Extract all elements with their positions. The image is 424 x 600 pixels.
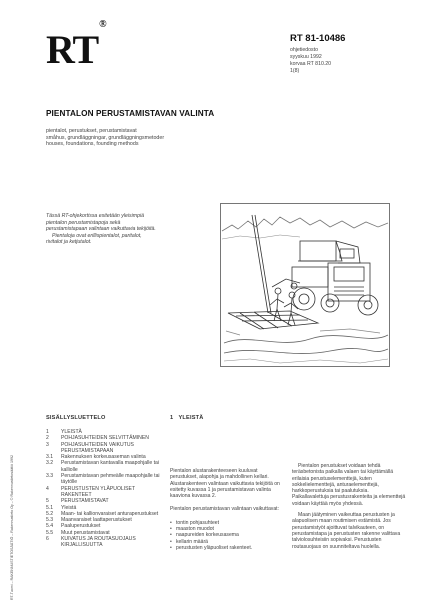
construction-illustration <box>220 203 390 367</box>
right-para-2: Maan jäätyminen vaikeuttaa perustusten ja alapuolisen maan routimisen estämistä. Jos perustamistyöt ajoittuvat talvikauteen, on perustamistapa ja perustusten rakenne valittava talviolosuhteisiin sopivaksi. Perustusten routasuojaus on suunniteltava huolella. <box>292 512 401 550</box>
toc-item: 5 PERUSTAMISTAVAT <box>46 498 109 505</box>
right-para-1: Pientalon perustukset voidaan tehdä teräsbetonista paikalla valaen tai käyttämällä erilaisia perustuselementtejä, kuten sokkelielementtejä, anturaelementtejä, harkkoperustuksia tai paalutuksia. Paikallavalettuja perustusrakenteita ja elementtejä voidaan käyttää myös yhdessä. <box>292 463 406 507</box>
toc-item: 3.2 Perustamistavan kantavalla maapohjalle tai kalliolle <box>46 460 159 473</box>
keywords-en: houses, foundations, founding methods <box>46 141 139 147</box>
section-1-para-1: Pientalon alustarakenteeseen kuuluvat perustukset, alapohja ja mahdollinen kellari. Alustarakenteen valintaan vaikuttavia tekijöitä on esitetty kuvassa 1 ja perustamistavan valinta kaaviona kuvassa 2. <box>170 468 280 500</box>
toc-item: 2 POHJASUHTEIDEN SELVITTÄMINEN <box>46 435 149 442</box>
toc-heading: SISÄLLYSLUETTELO <box>46 415 106 421</box>
toc-item: 5.4 Paaluperustukset <box>46 523 101 530</box>
toc-item: 1 YLEISTÄ <box>46 429 82 435</box>
factor-list <box>170 520 280 551</box>
list-item: • tontin pohjasuhteet <box>170 520 280 526</box>
meta-date: syyskuu 1992 <box>290 54 322 60</box>
list-item: • perustusten yläpuoliset rakenteet. <box>170 545 280 551</box>
keywords-fi: pientalot, perustukset, perustamistavat <box>46 128 137 134</box>
section-1-para-2: Pientalon perustamistavan valintaan vaikuttavat: <box>170 506 280 513</box>
section-1-heading: 1 YLEISTÄ <box>170 415 204 421</box>
meta-replaces: korvaa RT 810.20 <box>290 61 332 67</box>
section-1-body <box>170 468 280 551</box>
toc-item: 4 PERUSTUSTEN YLÄPUOLISET RAKENTEET <box>46 485 135 498</box>
meta-type: ohjetiedosto <box>290 47 318 53</box>
table-of-contents <box>46 429 166 549</box>
intro-para-1: Tässä RT-ohjekortissa esitetään yleisimpiä pientalon perustamistapoja sekä perustamistapaan valintaan vaikuttavia tekijöitä. <box>46 213 156 232</box>
rt-logo: RT® <box>46 18 106 72</box>
toc-item: 6 KUIVATUS JA ROUTASUOJAUS <box>46 536 136 543</box>
toc-item: KIRJALLISUUTTA <box>61 542 103 549</box>
list-item: • kellarin määrä <box>170 539 280 545</box>
intro-text <box>46 213 158 246</box>
document-meta <box>290 47 331 75</box>
copyright-sidebar: RT-Tuomi – RAKENNUSTIETOSÄÄTIÖ – Rakennustieto Oy – © Rakennustietosäätiö 1992 <box>10 455 14 600</box>
toc-item: 3.3 Perustamistavan pehmeälle maapohjalle tai täytölle <box>46 473 160 486</box>
keywords-sv: småhus, grundläggningar, grundläggningsmetoder <box>46 134 165 141</box>
list-item: • naapureiden korkeusasema <box>170 532 280 538</box>
document-title: PIENTALON PERUSTAMISTAVAN VALINTA <box>46 109 215 118</box>
toc-item: 5.1 Yleistä <box>46 504 77 511</box>
right-column-text <box>292 463 406 555</box>
toc-item: 5.5 Muut perustamistavat <box>46 529 110 536</box>
toc-item: 3.1 Rakennuksen korkeusaseman valinta <box>46 454 146 461</box>
document-code: RT 81-10486 <box>290 33 346 44</box>
list-item: • maaston muodot <box>170 526 280 532</box>
toc-item: 5.2 Maan- tai kallionvaraiset anturaperustukset <box>46 510 159 517</box>
keywords <box>46 128 164 148</box>
toc-item: 3 POHJASUHTEIDEN VAIKUTUS PERUSTAMISTAPAAN <box>46 441 134 454</box>
toc-item: 5.3 Maanvaraiset laattaperustukset <box>46 517 132 524</box>
meta-page: 1(8) <box>290 68 300 74</box>
intro-para-2: Pientaloja ovat erillispientalot, paritalot, rivitalot ja ketjutalot. <box>46 232 142 245</box>
